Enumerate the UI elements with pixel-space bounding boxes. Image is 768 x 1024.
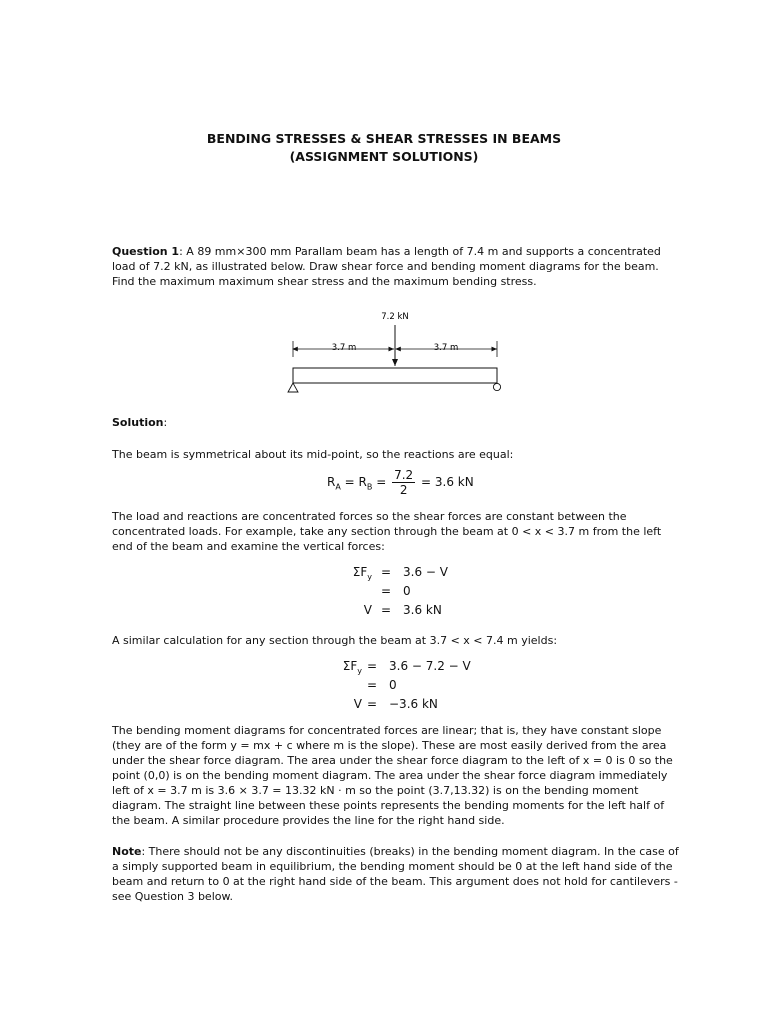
question-1-text: : A 89 mm×300 mm Parallam beam has a length of 7.4 m and supports a concentrated load of 7.2 kN, as illustrated below. Draw shear force and bending moment diagrams for the beam. Find the maximum maximum shear stress and the maximum bending stress.	[112, 245, 661, 288]
note-label: Note	[112, 845, 142, 858]
equation-operator: =	[380, 565, 392, 579]
rb-subscript: B	[366, 482, 373, 492]
equals-sign: =	[344, 475, 355, 489]
equation-rhs: 3.6 kN	[403, 603, 442, 617]
equation-lhs: ΣF	[352, 565, 368, 579]
equation-rhs: 0	[403, 584, 411, 598]
equation-operator: =	[366, 678, 378, 692]
equation-rhs: −3.6 kN	[389, 697, 438, 711]
question-1-paragraph	[112, 244, 684, 289]
equation-rhs: 3.6 − 7.2 − V	[389, 659, 471, 673]
equation-row	[300, 601, 500, 619]
equation-row	[300, 695, 520, 713]
title-line-2: (ASSIGNMENT SOLUTIONS)	[289, 149, 479, 164]
equals-sign: =	[376, 475, 387, 489]
ra-subscript: A	[335, 482, 341, 492]
equation-lhs: V	[363, 603, 372, 617]
rb-symbol: R	[358, 475, 367, 489]
beam-diagram	[280, 305, 510, 397]
solution-heading	[112, 415, 684, 430]
title-line-1: BENDING STRESSES & SHEAR STRESSES IN BEAMS	[206, 131, 562, 146]
concentrated-forces-paragraph: The load and reactions are concentrated forces so the shear forces are constant between the concentrated loads. For example, take any section through the beam at 0 < x < 3.7 m from the left end of the beam and examine the vertical forces:	[112, 510, 662, 553]
equation-operator: =	[366, 659, 378, 673]
reaction-equation	[327, 468, 474, 497]
left-span-label: 3.7 m	[331, 343, 357, 353]
solution-colon: :	[163, 416, 168, 429]
roller-support	[493, 383, 500, 390]
bending-moment-paragraph: The bending moment diagrams for concentrated forces are linear; that is, they have constant slope (they are of the form y = mx + c where m is the slope). These are most easily derived from the area under the shear force diagram. The area under the shear force diagram to the left of x = 0 is 0 so the point (0,0) is on the bending moment diagram. The area under the shear force diagram immediately left of x = 3.7 m is 3.6 × 3.7 = 13.32 kN · m so the point (3.7,13.32) is on the bending moment diagram. The straight line between these points represents the bending moments for the left half of the beam. A similar procedure provides the line for the right hand side.	[112, 724, 673, 827]
equation-set-2	[300, 657, 520, 717]
similar-calculation-paragraph: A similar calculation for any section through the beam at 3.7 < x < 7.4 m yields:	[112, 634, 558, 647]
equation-operator: =	[380, 603, 392, 617]
fraction-numerator: 7.2	[394, 468, 414, 482]
page-title	[0, 130, 768, 166]
fraction	[392, 468, 415, 497]
ra-symbol: R	[327, 475, 336, 489]
load-label: 7.2 kN	[381, 312, 409, 322]
equation-rhs: 0	[389, 678, 397, 692]
fraction-denominator: 2	[399, 483, 408, 497]
reaction-result: = 3.6 kN	[421, 475, 474, 489]
solution-label: Solution	[112, 416, 164, 429]
pin-support	[288, 383, 298, 392]
equation-lhs-subscript: y	[367, 572, 372, 582]
note-text: : There should not be any discontinuities (breaks) in the bending moment diagram. In the case of a simply supported beam in equilibrium, the bending moment should be 0 at the left hand side of the beam and return to 0 at the right hand side of the beam. This argument does not hold for cantilevers - see Question 3 below.	[112, 845, 679, 903]
equation-lhs: V	[353, 697, 362, 711]
equation-operator: =	[380, 584, 392, 598]
equation-row	[300, 563, 500, 581]
equation-row	[300, 582, 500, 600]
question-1-label: Question 1	[112, 245, 180, 258]
note-paragraph	[112, 844, 684, 904]
equation-lhs: ΣF	[342, 659, 358, 673]
beam	[293, 368, 497, 383]
right-span-label: 3.7 m	[433, 343, 459, 353]
solution-intro: The beam is symmetrical about its mid-point, so the reactions are equal:	[112, 448, 514, 461]
equation-rhs: 3.6 − V	[403, 565, 448, 579]
equation-operator: =	[366, 697, 378, 711]
equation-row	[300, 657, 520, 675]
equation-set-1	[300, 563, 500, 623]
equation-row	[300, 676, 520, 694]
equation-lhs-subscript: y	[357, 666, 362, 676]
